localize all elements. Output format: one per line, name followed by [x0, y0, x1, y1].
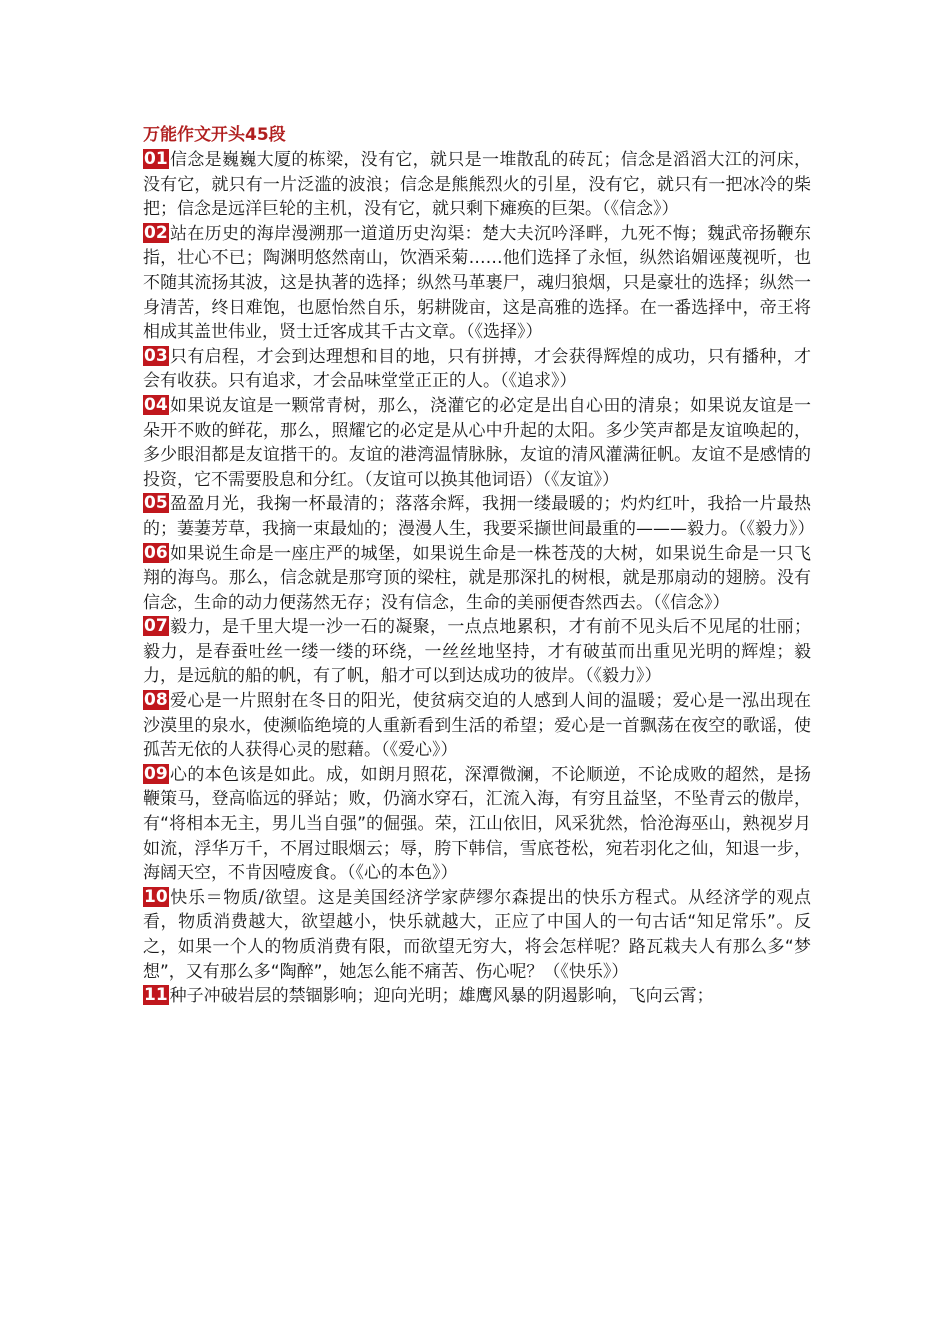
paragraph-text: 快乐＝物质/欲望。这是美国经济学家萨缪尔森提出的快乐方程式。从经济学的观点看，物质消费越大，欲望越小，快乐就越大，正应了中国人的一句古话“知足常乐”。反之，如果一个人的物质消费有限，而欲望无穷大，将会怎样呢？路瓦栽夫人有那么多“梦想”，又有那么多“陶醉”，她怎么能不痛苦、伤心呢？（《快乐》） — [143, 887, 811, 982]
document-title: 万能作文开头45段 — [143, 125, 286, 145]
paragraph-number-badge: 02 — [144, 222, 168, 243]
paragraph-number-badge: 11 — [144, 985, 168, 1006]
paragraph-text: 爱心是一片照射在冬日的阳光，使贫病交迫的人感到人间的温暖；爱心是一泓出现在沙漠里的泉水，使濒临绝境的人重新看到生活的希望；爱心是一首飘荡在夜空的歌谣，使孤苦无依的人获得心灵的慰藉。（《爱心》） — [143, 691, 811, 761]
paragraph-text: 只有启程，才会到达理想和目的地，只有拼搏，才会获得辉煌的成功，只有播种，才会有收获。只有追求，才会品味堂堂正正的人。（《追求》） — [143, 346, 811, 392]
paragraph-09 — [143, 763, 811, 886]
paragraph-number-badge: 06 — [144, 542, 168, 563]
paragraph-06 — [143, 542, 811, 616]
paragraph-text: 盈盈月光，我掬一杯最清的；落落余辉，我拥一缕最暖的；灼灼红叶，我拾一片最热的；萋萋芳草，我摘一束最灿的；漫漫人生，我要采撷世间最重的———毅力。（《毅力》） — [143, 494, 815, 539]
paragraph-03 — [143, 345, 811, 394]
paragraph-text: 如果说生命是一座庄严的城堡，如果说生命是一株苍茂的大树，如果说生命是一只飞翔的海鸟。那么，信念就是那穹顶的梁柱，就是那深扎的树根，就是那扇动的翅膀。没有信念，生命的动力便荡然无存；没有信念，生命的美丽便杳然西去。（《信念》） — [143, 543, 811, 613]
paragraph-text: 站在历史的海岸漫溯那一道道历史沟渠：楚大夫沉吟泽畔，九死不悔；魏武帝扬鞭东指，壮心不已；陶渊明悠然南山，饮酒采菊……他们选择了永恒，纵然谄媚诬蔑视听，也不随其流扬其波，这是执著的选择；纵然马革裹尸，魂归狼烟，只是豪壮的选择；纵然一身清苦，终日难饱，也愿怡然自乐，躬耕陇亩，这是高雅的选择。在一番选择中，帝王将相成其盖世伟业，贤士迁客成其千古文章。（《选择》） — [143, 223, 811, 343]
paragraph-10 — [143, 886, 811, 984]
paragraph-04 — [143, 394, 811, 492]
paragraph-number-badge: 10 — [144, 886, 168, 907]
paragraph-text: 心的本色该是如此。成，如朗月照花，深潭微澜，不论顺逆，不论成败的超然，是扬鞭策马，登高临远的驿站；败，仍滴水穿石，汇流入海，有穷且益坚，不坠青云的傲岸，有“将相本无主，男儿当自强”的倔强。荣，江山依旧，风采犹然，恰沧海巫山，熟视岁月如流，浮华万千，不屑过眼烟云；辱，胯下韩信，雪底苍松，宛若羽化之仙，知退一步，海阔天空，不肯因噎废食。（《心的本色》） — [143, 764, 811, 884]
paragraph-text: 如果说友谊是一颗常青树，那么，浇灌它的必定是出自心田的清泉；如果说友谊是一朵开不败的鲜花，那么，照耀它的必定是从心中升起的太阳。多少笑声都是友谊唤起的，多少眼泪都是友谊揩干的。友谊的港湾温情脉脉，友谊的清风灌满征帆。友谊不是感情的投资，它不需要股息和分红。（友谊可以换其他词语）（《友谊》） — [143, 395, 811, 490]
paragraph-text: 信念是巍巍大厦的栋梁，没有它，就只是一堆散乱的砖瓦；信念是滔滔大江的河床，没有它，就只有一片泛滥的波浪；信念是熊熊烈火的引星，没有它，就只有一把冰冷的柴把；信念是远洋巨轮的主机，没有它，就只剩下瘫痪的巨架。（《信念》） — [143, 150, 811, 220]
paragraph-07 — [143, 615, 811, 689]
paragraph-05 — [143, 492, 815, 541]
paragraph-01 — [143, 148, 811, 222]
paragraph-number-badge: 07 — [144, 616, 168, 637]
paragraph-number-badge: 08 — [144, 690, 168, 711]
paragraph-text: 种子冲破岩层的禁锢影响；迎向光明；雄鹰风暴的阴遏影响，飞向云霄； — [169, 986, 714, 1007]
document-page — [143, 122, 815, 1009]
paragraph-02 — [143, 222, 811, 345]
paragraph-number-badge: 05 — [144, 493, 168, 514]
paragraph-08 — [143, 689, 811, 763]
paragraph-11 — [143, 984, 811, 1009]
paragraph-text: 毅力，是千里大堤一沙一石的凝聚，一点点地累积，才有前不见头后不见尾的壮丽；毅力，是春蚕吐丝一缕一缕的环绕，一丝丝地坚持，才有破茧而出重见光明的辉煌；毅力，是远航的船的帆，有了帆，船才可以到达成功的彼岸。（《毅力》） — [143, 617, 811, 687]
paragraph-number-badge: 01 — [144, 149, 168, 169]
paragraph-number-badge: 03 — [144, 345, 168, 366]
paragraph-number-badge: 09 — [144, 763, 168, 784]
paragraph-number-badge: 04 — [144, 394, 168, 415]
